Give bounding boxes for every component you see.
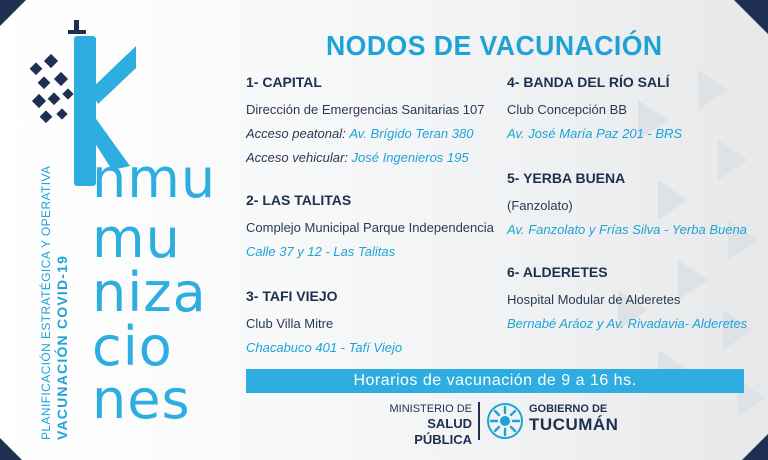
access-label: Acceso peatonal: [246, 126, 346, 141]
node-title: 5- YERBA BUENA [507, 170, 626, 186]
access-address: Av. Brígido Teran 380 [349, 126, 474, 141]
government-line-1: GOBIERNO DE [529, 403, 608, 415]
node-access-vehicle [246, 146, 484, 170]
logo-word-4: cio [92, 315, 173, 378]
corner-decoration-top-right [734, 0, 768, 34]
node-place: (Fanzolato) [507, 198, 573, 213]
node-address: Chacabuco 401 - Tafí Viejo [246, 340, 403, 355]
access-address: José Ingenieros 195 [351, 150, 469, 165]
node-place: Club Villa Mitre [246, 316, 334, 331]
government-sun-seal-icon [487, 403, 523, 439]
ministry-logo-text [366, 402, 472, 448]
node-banda-del-rio-sali [507, 74, 682, 146]
logo-word-3: niza [92, 261, 207, 324]
node-title: 4- BANDA DEL RÍO SALÍ [507, 74, 670, 90]
node-place: Complejo Municipal Parque Independencia [246, 220, 494, 235]
node-place: Club Concepción BB [507, 102, 627, 117]
government-line-2: TUCUMÁN [529, 415, 619, 434]
side-vertical-text [40, 166, 70, 440]
logo-word-5: nes [92, 368, 191, 431]
node-title: 3- TAFI VIEJO [246, 288, 338, 304]
vaccination-hours-banner: Horarios de vacunación de 9 a 16 hs. [246, 369, 744, 393]
node-title: 6- ALDERETES [507, 264, 608, 280]
logo-word-2: mu [92, 207, 181, 270]
ministry-line-2: SALUD PÚBLICA [414, 416, 472, 447]
access-label: Acceso vehicular: [246, 150, 348, 165]
node-address: Bernabé Aráoz y Av. Rivadavia- Alderetes [507, 316, 748, 331]
government-logo-text [529, 402, 618, 434]
footer-divider [478, 402, 480, 440]
node-tafi-viejo [246, 288, 402, 360]
corner-decoration-bottom-left [0, 438, 22, 460]
node-address: Av. Fanzolato y Frías Silva - Yerba Buena [507, 222, 747, 237]
node-alderetes [507, 264, 747, 336]
node-place: Hospital Modular de Alderetes [507, 292, 681, 307]
corner-decoration-top-left [0, 0, 26, 26]
node-access-pedestrian [246, 122, 484, 146]
logo-word-1: nmu [92, 147, 217, 210]
node-las-talitas [246, 192, 494, 264]
node-capital [246, 74, 484, 170]
node-address: Av. José María Paz 201 - BRS [507, 126, 683, 141]
node-title: 1- CAPITAL [246, 74, 322, 90]
corner-decoration-bottom-right [742, 434, 768, 460]
side-planning-text: PLANIFICACIÓN ESTRATÉGICA Y OPERATIVA [39, 165, 53, 440]
node-title: 2- LAS TALITAS [246, 192, 352, 208]
node-place: Dirección de Emergencias Sanitarias 107 [246, 102, 485, 117]
side-campaign-text: VACUNACIÓN COVID-19 [53, 254, 70, 440]
node-yerba-buena [507, 170, 747, 242]
node-address: Calle 37 y 12 - Las Talitas [246, 244, 396, 259]
page-title: NODOS DE VACUNACIÓN [326, 30, 663, 61]
ministry-line-1: MINISTERIO DE [389, 403, 472, 415]
